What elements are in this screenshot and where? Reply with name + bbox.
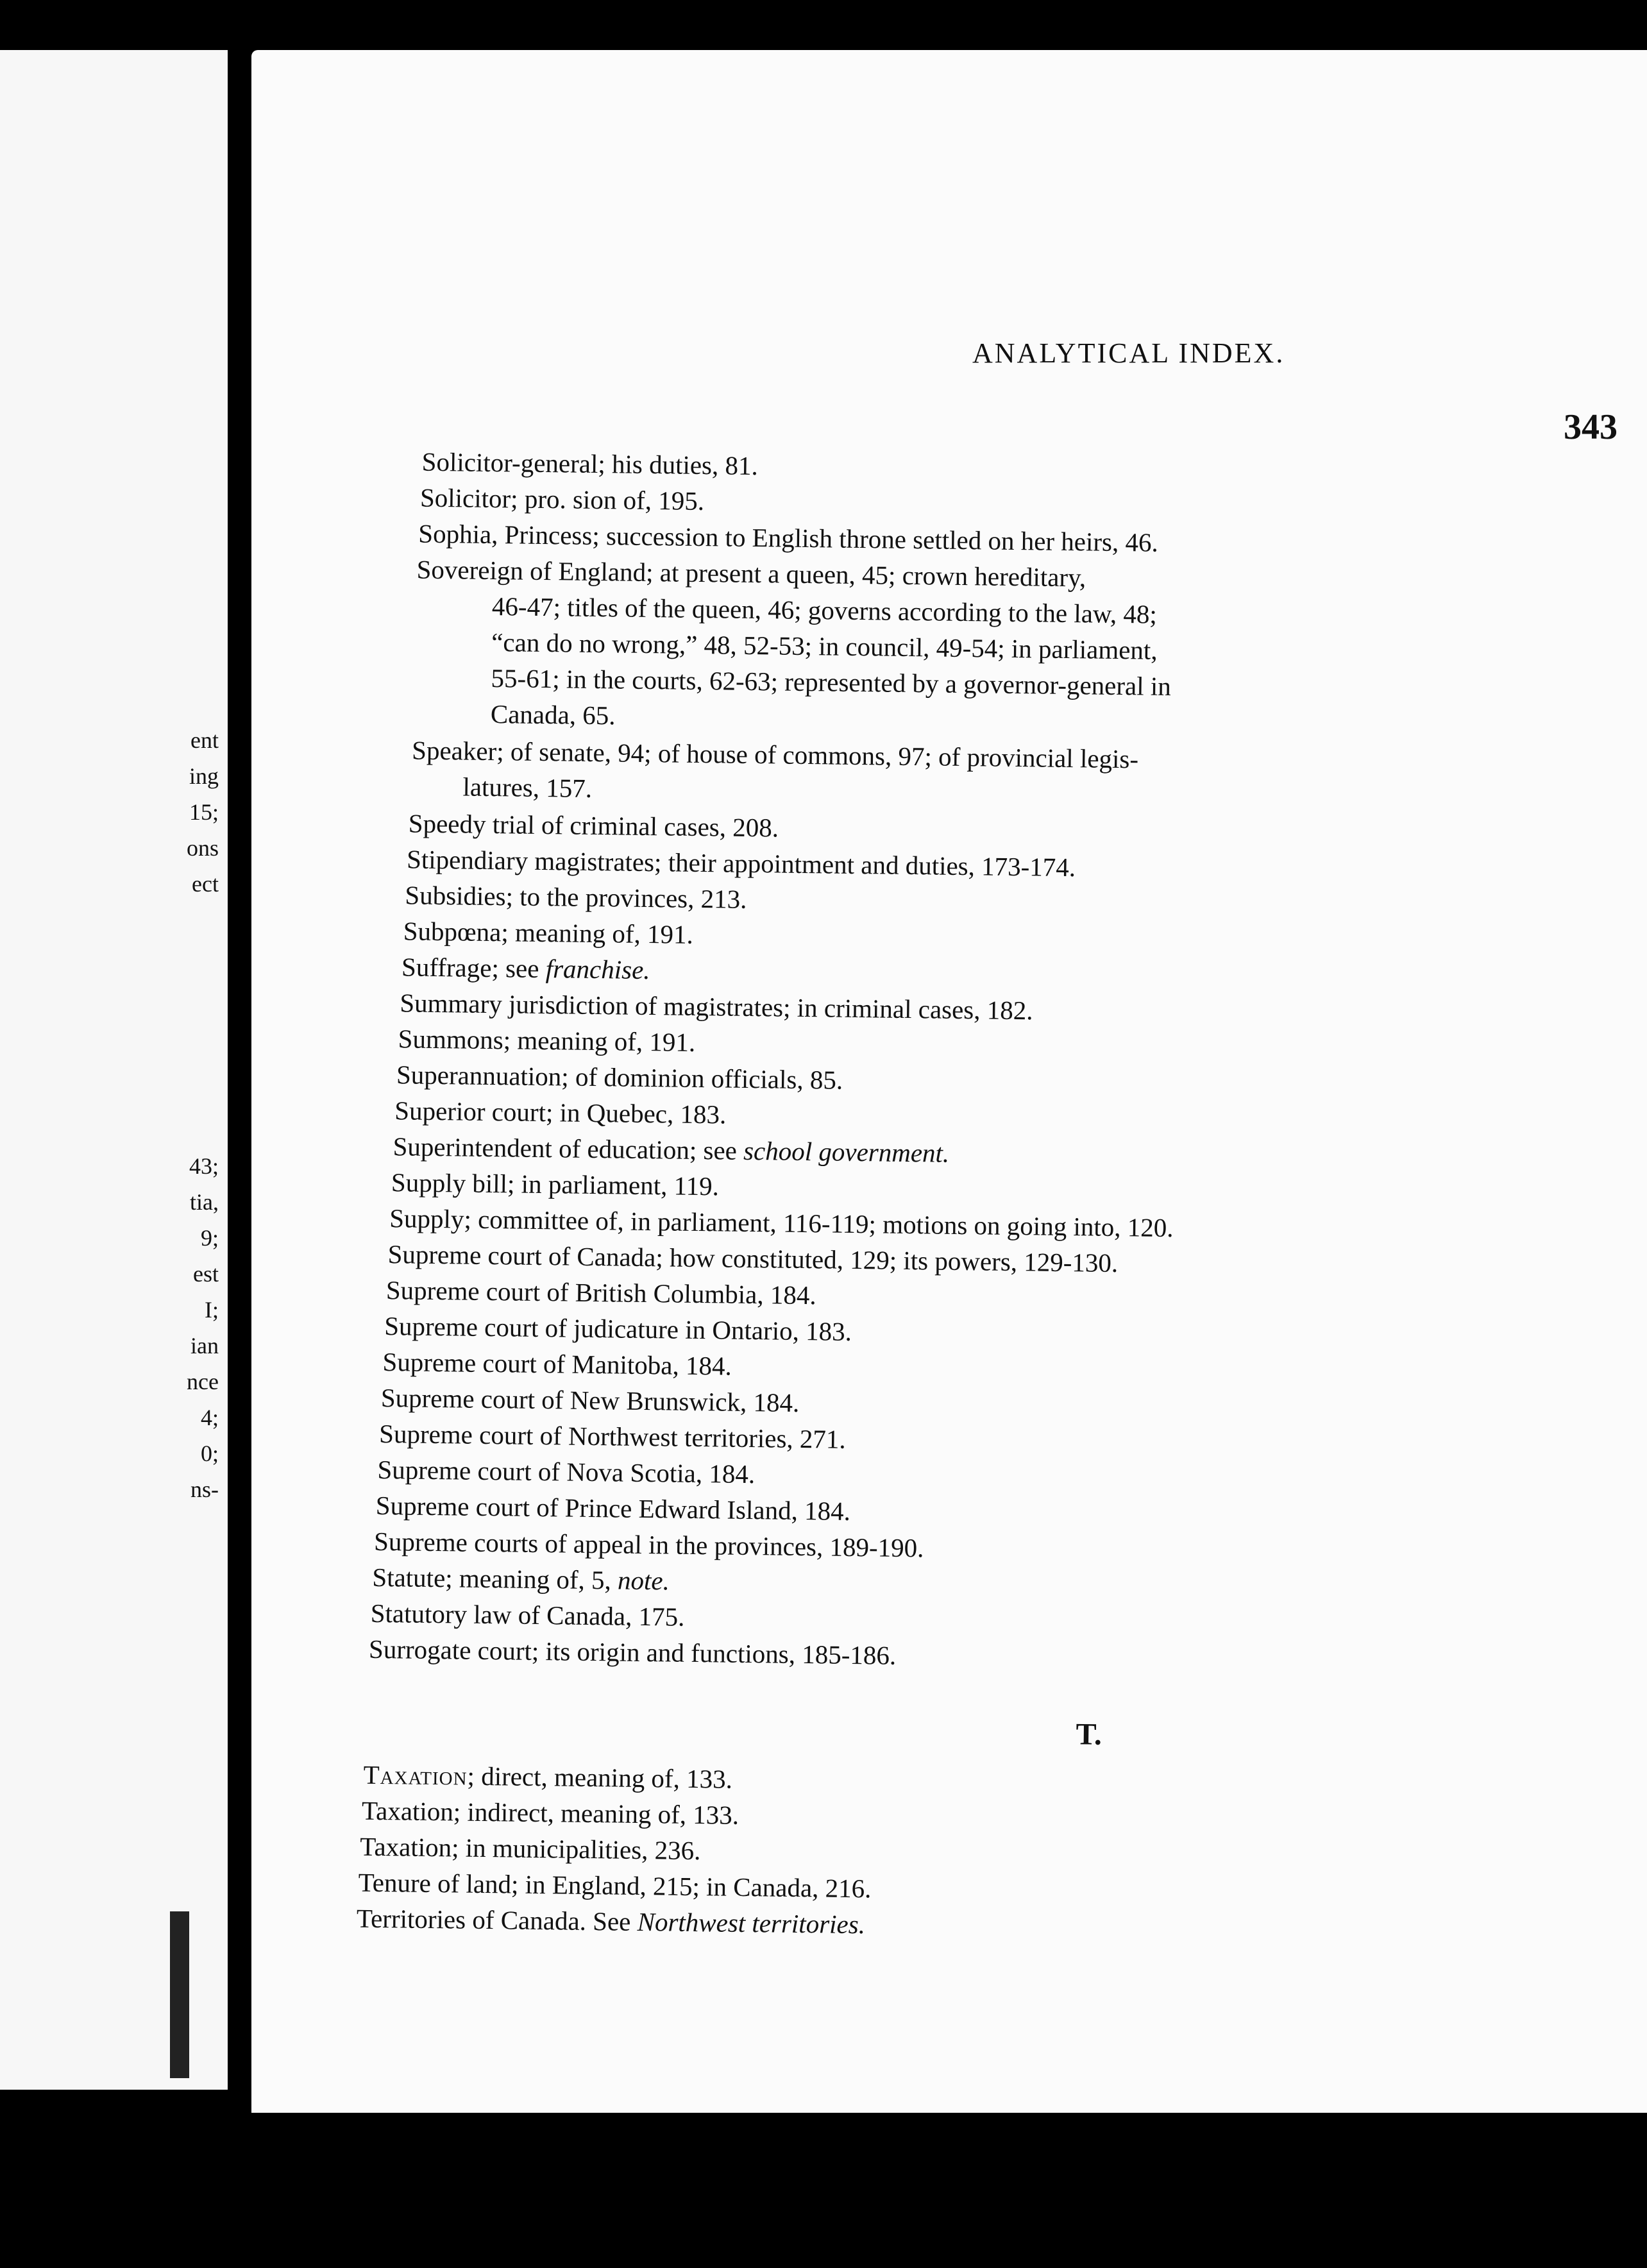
entry-text: ; succession to English throne settled on her heirs, 46.: [592, 520, 1159, 557]
text-fragment: ent: [190, 727, 219, 753]
index-entry: [362, 1793, 739, 1833]
entry-head: Taxation: [361, 1795, 454, 1827]
entry-text: , 175.: [625, 1601, 685, 1632]
text-fragment: 4;: [200, 1405, 219, 1430]
entry-continuation: latures, 157.: [462, 772, 593, 803]
index-entries: [231, 45, 1647, 2124]
entry-text: ; committee of, in parliament, 116-119; motions on going into, 120.: [464, 1204, 1174, 1243]
entry-head: Superannuation: [396, 1060, 562, 1092]
text-fragment: nce: [187, 1369, 219, 1394]
binding-shadow: [170, 1911, 189, 2078]
entry-text: ; their appointment and duties, 173-174.: [654, 847, 1076, 883]
entry-text: ; at present a queen, 45; crown hereditary,: [645, 557, 1086, 593]
entry-head: Speedy trial of criminal cases: [408, 808, 720, 842]
entry-cross-ref: Northwest territories.: [637, 1906, 866, 1940]
index-entry: [363, 1757, 732, 1797]
page-number: 343: [1564, 407, 1617, 447]
text-fragment: tia,: [190, 1189, 219, 1215]
entry-text: , 184.: [791, 1495, 851, 1526]
index-page: [251, 50, 1647, 2113]
index-entry: [398, 1020, 695, 1060]
entry-cross-ref: franchise.: [545, 954, 650, 985]
entry-head: Supreme courts of appeal in the provinces: [373, 1526, 817, 1562]
index-entry: [384, 1308, 852, 1350]
index-entry: [377, 1451, 755, 1492]
entry-head: Superior court: [394, 1096, 546, 1128]
entry-head: Supreme court of British Columbia: [385, 1275, 757, 1310]
entry-continuation: Canada, 65.: [490, 699, 616, 731]
entry-text: , 184.: [672, 1350, 732, 1381]
text-fragment: ns-: [190, 1477, 219, 1502]
entry-head: Territories of Canada.: [356, 1903, 587, 1936]
entry-text: , 184.: [757, 1280, 816, 1310]
entry-text: ; in England, 215; in Canada, 216.: [511, 1869, 872, 1904]
index-entry: [372, 1559, 670, 1599]
entry-head: Sovereign of England: [416, 554, 646, 587]
entry-head: Supreme court of Manitoba: [382, 1347, 673, 1380]
entry-text: ; direct, meaning of, 133.: [467, 1761, 733, 1794]
entry-head: Supreme court of Nova Scotia: [377, 1454, 697, 1489]
index-entry: [408, 805, 779, 845]
index-entry: [375, 1487, 850, 1529]
entry-text: ; pro. sion of, 195.: [510, 484, 705, 516]
entry-text: ; in municipalities, 236.: [451, 1832, 701, 1866]
running-header: ANALYTICAL INDEX.: [972, 337, 1285, 369]
entry-text: ; meaning of, 5,: [445, 1563, 618, 1595]
entry-text: ; indirect, meaning of, 133.: [453, 1797, 739, 1830]
entry-text: ; of senate, 94; of house of commons, 97; of provincial legis-: [496, 736, 1139, 774]
entry-text: ; see: [689, 1135, 744, 1165]
index-entry: [394, 1092, 727, 1132]
entry-text: ; see: [491, 953, 546, 984]
entry-head: Supreme court of New Brunswick: [380, 1383, 741, 1417]
index-entry: [403, 913, 693, 952]
entry-head: Supply: [389, 1203, 464, 1234]
entry-text: See: [586, 1906, 638, 1936]
text-fragment: 15;: [189, 799, 219, 825]
entry-head: Solicitor: [419, 482, 511, 514]
entry-head: Subsidies: [405, 880, 506, 911]
entry-text: , 184.: [695, 1459, 756, 1489]
entry-continuation: 55-61; in the courts, 62-63; represented by a governor-general in: [491, 663, 1172, 701]
entry-text: ; of dominion officials, 85.: [561, 1062, 843, 1095]
entry-text: , 271.: [786, 1423, 846, 1454]
entry-head: Tenure of land: [358, 1867, 512, 1899]
entry-head: Statutory law of Canada: [370, 1598, 626, 1631]
entry-text: ; in criminal cases, 182.: [782, 992, 1033, 1026]
text-fragment: ian: [190, 1333, 219, 1358]
entry-head: Suffrage: [401, 952, 492, 983]
entry-text: ; in Quebec, 183.: [545, 1097, 727, 1130]
index-entry: [379, 1416, 846, 1457]
entry-head: Solicitor-general: [421, 446, 598, 479]
index-entry: [386, 1272, 816, 1313]
index-entry: [396, 1056, 843, 1098]
entry-text: , 189-190.: [816, 1532, 924, 1563]
index-entry: [381, 1380, 800, 1421]
entry-head: Supreme court of judicature in Ontario: [384, 1311, 793, 1346]
entry-text: ; meaning of, 191.: [501, 917, 694, 949]
entry-head: Supreme court of Canada: [387, 1239, 656, 1273]
entry-head: Sophia, Princess: [418, 518, 593, 550]
entry-text: , 183.: [792, 1316, 852, 1346]
entry-head: Summons: [398, 1024, 504, 1055]
entry-continuation: “can do no wrong,” 48, 52-53; in council, 49-54; in parliament,: [491, 627, 1158, 665]
entry-head: Supreme court of Prince Edward Island: [375, 1490, 791, 1525]
text-fragment: ect: [192, 871, 219, 897]
entry-continuation: 46-47; titles of the queen, 46; governs according to the law, 48;: [491, 591, 1158, 629]
entry-head: Statute: [372, 1562, 446, 1593]
index-entry: [401, 949, 650, 988]
index-entry: [358, 1865, 871, 1907]
text-fragment: 43;: [189, 1153, 219, 1179]
entry-head: Speaker: [411, 735, 497, 766]
entry-text: , 208.: [719, 812, 779, 843]
index-entry: [405, 877, 747, 917]
entry-text: ; in parliament, 119.: [507, 1169, 720, 1201]
entry-text: ; its origin and functions, 185-186.: [531, 1636, 897, 1670]
index-entry: [411, 732, 1138, 813]
entry-head: Summary jurisdiction of magistrates: [400, 988, 784, 1022]
entry-head: Subpœna: [403, 916, 502, 947]
entry-head: Supreme court of Northwest territories: [378, 1418, 787, 1453]
previous-page: [0, 50, 228, 2090]
index-entry: [360, 1829, 701, 1868]
index-entry: [420, 480, 705, 519]
entry-text: ; to the provinces, 213.: [505, 881, 747, 914]
index-entry: [369, 1631, 897, 1673]
entry-head: Stipendiary magistrates: [406, 844, 655, 877]
text-fragment: 9;: [200, 1225, 219, 1251]
index-entry: [370, 1595, 684, 1635]
index-entry: [415, 552, 1173, 740]
index-entry: [421, 444, 758, 484]
entry-text: ; how constituted, 129; its powers, 129-130.: [655, 1242, 1119, 1278]
entry-head: Supply bill: [391, 1167, 508, 1199]
text-fragment: ons: [186, 835, 219, 861]
entry-head: Taxation: [363, 1759, 468, 1791]
text-fragment: est: [193, 1261, 219, 1287]
index-entry: [382, 1344, 732, 1384]
text-fragment: ing: [189, 763, 219, 789]
entry-text: , 184.: [739, 1387, 800, 1418]
entry-head: Taxation: [360, 1831, 452, 1863]
entry-cross-ref: school government.: [743, 1135, 950, 1168]
entry-text: ; meaning of, 191.: [503, 1025, 696, 1057]
index-entry: [357, 1900, 866, 1943]
index-entry: [391, 1164, 720, 1204]
text-fragment: I;: [205, 1297, 219, 1323]
section-heading: T.: [1076, 1717, 1102, 1752]
index-entry: [374, 1523, 924, 1566]
entry-cross-ref: note.: [617, 1565, 670, 1596]
entry-text: ; his duties, 81.: [598, 449, 759, 481]
entry-head: Superintendent of education: [393, 1131, 690, 1165]
entry-head: Surrogate court: [368, 1634, 532, 1666]
text-fragment: 0;: [200, 1441, 219, 1466]
